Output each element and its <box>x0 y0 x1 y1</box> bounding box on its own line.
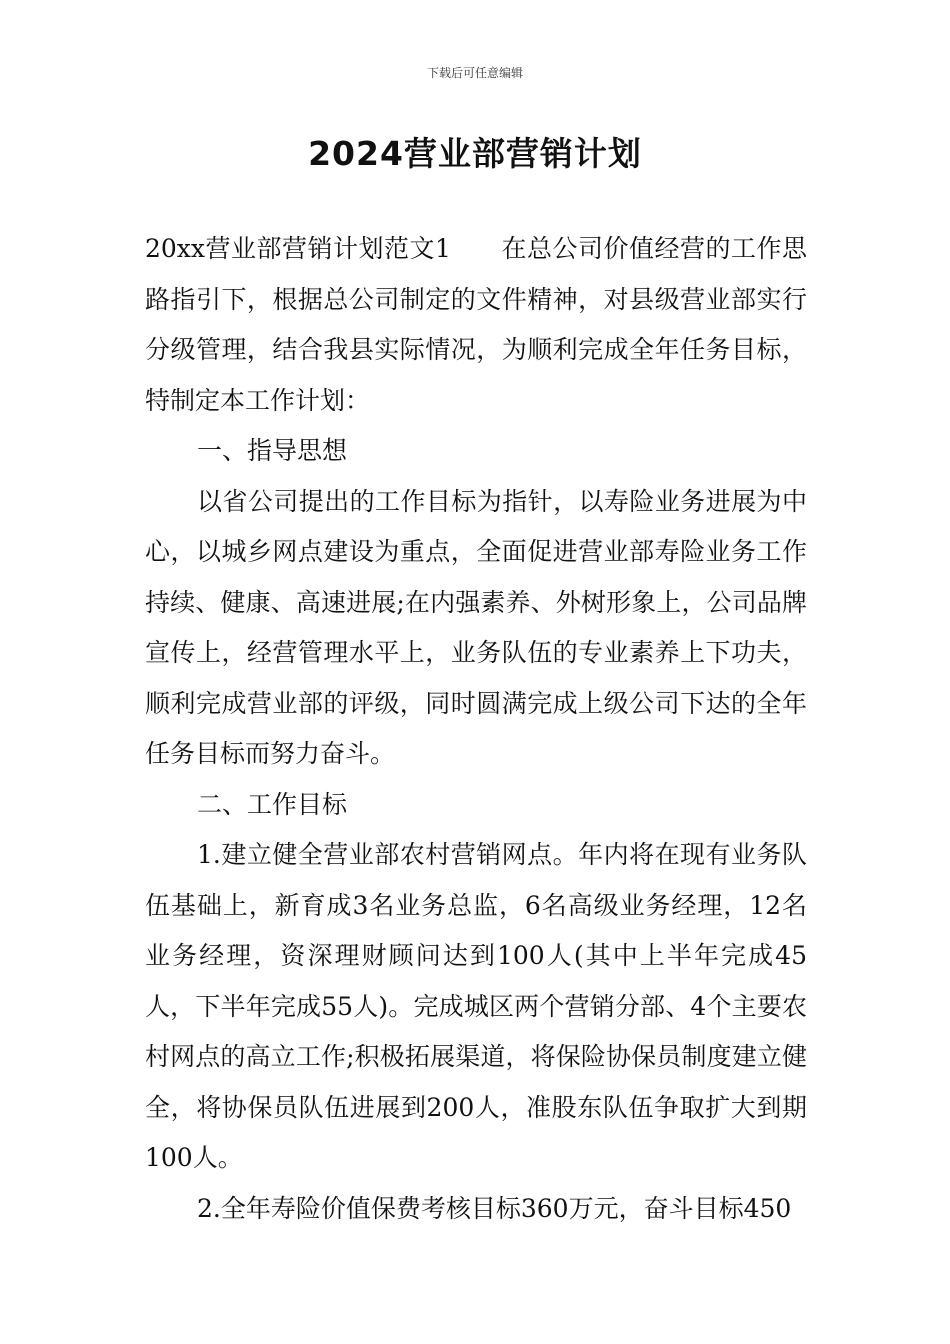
intro-text: 在总公司价值经营的工作思路指引下，根据总公司制定的文件精神，对县级营业部实行分级管理，结合我县实际情况，为顺利完成全年任务目标，特制定本工作计划： <box>145 234 807 415</box>
page-header-note: 下载后可任意编辑 <box>426 66 523 80</box>
intro-label: 20xx营业部营销计划范文1 <box>145 234 451 263</box>
section1-paragraph: 以省公司提出的工作目标为指针，以寿险业务进展为中心，以城乡网点建设为重点，全面促进营业部寿险业务工作持续、健康、高速进展;在内强素养、外树形象上，公司品牌宣传上，经营管理水平上，业务队伍的专业素养上下功夫，顺利完成营业部的评级，同时圆满完成上级公司下达的全年任务目标而努力奋斗。 <box>145 486 807 768</box>
document-title: 2024营业部营销计划 <box>308 134 642 173</box>
section2-heading: 二、工作目标 <box>197 789 348 819</box>
section1-heading: 一、指导思想 <box>197 436 348 465</box>
item2-paragraph: 2.全年寿险价值保费考核目标360万元，奋斗目标450 <box>197 1193 792 1223</box>
item1-paragraph: 1.建立健全营业部农村营销网点。年内将在现有业务队伍基础上，新育成3名业务总监，6名高级业务经理，12名业务经理，资深理财顾问达到100人(其中上半年完成45人，下半年完成55人)。完成城区两个营销分部、4个主要农村网点的高立工作;积极拓展渠道，将保险协保员制度建立健全，将协保员队伍进展到200人，准股东队伍争取扩大到期100人。 <box>145 840 807 1172</box>
intro-paragraph <box>145 224 807 426</box>
document-body <box>145 224 807 1234</box>
